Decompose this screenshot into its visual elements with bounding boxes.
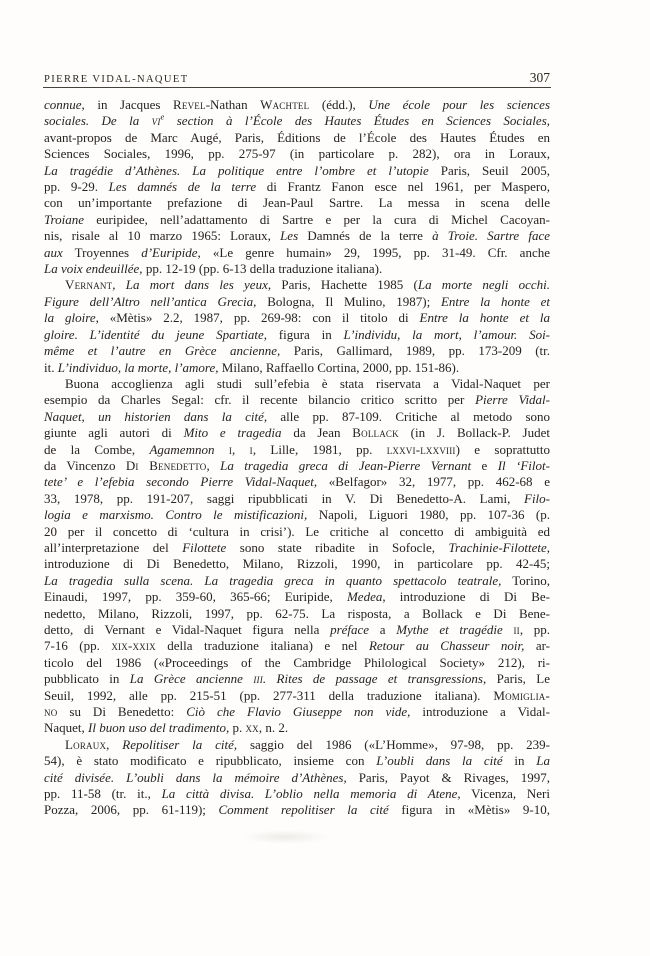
text-line	[44, 228, 550, 244]
text-run: Damnés de la terre	[298, 228, 433, 244]
italic-run: . Rites de passage et transgressions,	[262, 671, 487, 687]
page-header	[44, 70, 550, 86]
text-line	[44, 589, 550, 605]
body-text-block	[44, 97, 550, 819]
italic-run: La	[536, 753, 550, 769]
smallcaps-run: Momiglia-	[493, 687, 550, 703]
text-run: p.	[229, 720, 246, 736]
italic-run: Troiane	[44, 211, 84, 227]
italic-run: préface	[330, 622, 370, 637]
italic-run: Il ‘Filot-	[497, 457, 550, 473]
text-run: 20 per il concetto di ‘cultura in crisi’). Le critiche al concetto di ambiguità ed	[44, 523, 550, 539]
text-run: Torino,	[501, 572, 550, 588]
text-run: euripidee, nell’adattamento di Sartre e per la cura di Michel Cacoyan-	[83, 211, 550, 227]
text-run: su Di Benedetto:	[57, 704, 187, 720]
text-run: 33, 1978, pp. 191-207, saggi ripubblicati in V. Di Benedetto-A. Lami,	[44, 490, 524, 506]
text-line	[44, 425, 550, 441]
text-line	[44, 392, 550, 408]
text-run	[214, 442, 228, 457]
italic-run: à Troie. Sartre face	[432, 228, 551, 244]
text-run: introduzione di Di Benedetto, Milano, Rizzoli, 1990, in particolare pp. 42-45;	[44, 556, 550, 572]
italic-run: Ciò che Flavio Giuseppe non vide,	[186, 704, 411, 720]
text-line	[44, 146, 550, 162]
text-line	[44, 606, 550, 622]
italic-run: L’individuo, la morte, l’amore,	[57, 359, 219, 375]
text-run: Milano, Raffaello Cortina, 2000, pp. 151-86).	[218, 359, 460, 375]
header-rule	[43, 87, 551, 88]
text-line	[44, 786, 550, 802]
text-line	[44, 212, 550, 228]
text-line	[44, 294, 550, 310]
text-run: -Nathan	[205, 97, 261, 112]
text-run: ,	[206, 457, 221, 473]
italic-run: Entre la honte et	[440, 293, 551, 309]
smallcaps-run: Revel	[173, 97, 206, 112]
text-line	[44, 474, 550, 490]
text-run: Paris, Payot & Rivages, 1997,	[346, 769, 550, 785]
text-run: ) e soprattutto	[455, 441, 551, 457]
text-run: in Jacques	[84, 97, 174, 112]
italic-run: Comment repolitiser la cité	[218, 802, 389, 818]
text-line	[44, 277, 550, 293]
text-line	[44, 524, 550, 540]
text-run: «Mètis» 2.2, 1987, pp. 269-98: con il titolo di	[98, 310, 420, 326]
text-run: ,	[112, 277, 126, 293]
italic-run: Mito e tragedia	[183, 425, 282, 441]
text-run: Naquet,	[44, 720, 89, 736]
text-run: 7-16 (pp.	[44, 638, 112, 654]
smallcaps-run: ii	[513, 622, 520, 637]
text-line	[44, 688, 550, 704]
text-run: Troyennes	[62, 244, 142, 260]
smallcaps-run: Vernant	[65, 277, 113, 293]
text-run: Bologna, Il Mulino, 1987);	[256, 293, 441, 309]
text-run: esempio da Charles Segal: cfr. il recente bilancio critico scritto per	[44, 392, 476, 408]
text-run: Paris, Seuil 2005,	[428, 162, 551, 178]
italic-run: Une école pour les sciences	[368, 97, 551, 112]
text-line	[44, 671, 550, 687]
text-run: Einaudi, 1997, pp. 359-60, 365-66; Euripide,	[44, 589, 347, 605]
text-run: «Belfagor» 32, 1977, pp. 462-68 e	[317, 474, 550, 490]
text-run: ar-	[524, 638, 550, 654]
italic-run: Il buon uso del tradimento,	[88, 720, 230, 736]
text-run: saggio del 1986 («L’Homme», 97-98, pp. 239-	[237, 736, 551, 752]
italic-run: Filottete	[182, 539, 227, 555]
text-line	[44, 704, 550, 720]
text-line	[44, 310, 550, 326]
italic-run: gloire. L’identité du jeune Spartiate,	[44, 326, 268, 342]
italic-run: L’individu, la mort, l’amour. Soi-	[343, 326, 551, 342]
text-line	[44, 655, 550, 671]
text-run: avant-propos de Marc Augé, Paris, Éditions de l’École des Hautes Études en	[44, 129, 550, 145]
text-line	[44, 179, 550, 195]
italic-run: Retour au Chasseur noir,	[368, 638, 525, 654]
italic-run: La morte negli occhi.	[417, 277, 551, 293]
text-line	[44, 638, 550, 654]
text-run	[503, 622, 514, 637]
text-run: e	[471, 457, 498, 473]
text-line	[44, 802, 550, 818]
text-line	[44, 261, 550, 277]
text-run: (in J. Bollack-P. Judet	[398, 425, 550, 441]
italic-run: Entre la honte et la	[419, 310, 551, 326]
text-line	[44, 507, 550, 523]
italic-run: Les damnés de la terre	[108, 179, 257, 195]
text-run: a	[369, 622, 397, 637]
text-run: , pp.	[519, 622, 551, 637]
text-run: Paris, Gallimard, 1989, pp. 173-209 (tr.	[280, 343, 550, 359]
italic-run: connue,	[44, 97, 85, 112]
text-run: pubblicato in	[44, 671, 130, 687]
italic-run: La mort dans les yeux,	[125, 277, 272, 293]
smallcaps-run: i	[228, 441, 233, 457]
smallcaps-run: iii	[253, 671, 263, 687]
text-line	[44, 360, 550, 376]
text-run: Seuil, 1992, alle pp. 215-51 (pp. 277-311 della traduzione italiana).	[44, 687, 494, 703]
italic-run: même et l’autre en Grèce ancienne,	[44, 343, 281, 359]
text-run: ,	[232, 441, 250, 457]
text-run: ,	[106, 736, 123, 752]
text-run: giunte agli autori di	[44, 425, 184, 441]
text-run: , n. 2.	[258, 720, 289, 736]
text-line	[44, 245, 550, 261]
text-run: (édd.),	[309, 97, 369, 112]
text-run: Vicenza, Neri	[460, 786, 550, 802]
italic-run: Medea,	[346, 589, 386, 605]
text-line	[44, 573, 550, 589]
text-run: Sciences Sociales, 1996, pp. 275-97 (in particolare p. 282), ora in Loraux,	[44, 146, 550, 162]
smallcaps-run: vi	[151, 113, 161, 129]
text-line	[44, 556, 550, 572]
running-title: PIERRE VIDAL-NAQUET	[44, 74, 189, 85]
text-line	[44, 491, 550, 507]
smallcaps-run: Wachtel	[260, 97, 310, 112]
italic-run: tete’ e l’efebia secondo Pierre Vidal-Naquet,	[44, 474, 318, 490]
text-line	[44, 97, 550, 113]
text-run: da Jean	[281, 425, 353, 441]
text-line	[44, 442, 550, 458]
text-run: di Frantz Fanon esce nel 1961, per Maspero,	[256, 179, 550, 195]
italic-run: Mythe et tragédie	[396, 622, 503, 637]
smallcaps-run: Di Benedetto	[125, 457, 207, 473]
text-run: Paris, Hachette 1985 (	[271, 277, 418, 293]
smallcaps-run: Loraux	[65, 736, 107, 752]
text-line	[44, 327, 550, 343]
text-line	[44, 343, 550, 359]
italic-run: La Grèce ancienne	[129, 671, 254, 687]
text-run: Paris, Le	[486, 671, 550, 687]
text-run: figura in «Mètis» 9-10,	[388, 802, 551, 818]
text-line	[44, 770, 550, 786]
text-run: da Vincenzo	[44, 457, 126, 473]
smallcaps-run: xix-xxix	[111, 638, 156, 654]
text-run: ticolo del 1986 («Proceedings of the Cambridge Philological Society» 212), ri-	[44, 654, 550, 670]
text-line	[44, 409, 550, 425]
text-run: all’interpretazione del	[44, 539, 183, 555]
italic-run: L’oubli dans la cité	[376, 753, 503, 769]
text-line	[44, 737, 550, 753]
page-number: 307	[529, 70, 550, 85]
text-run: con un’importante prefazione di Jean-Paul Sartre. La messa in scena delle	[44, 195, 550, 211]
text-run: it.	[44, 359, 58, 375]
text-run: , Lille, 1981, pp.	[252, 441, 387, 457]
italic-run: La tragedia sulla scena. La tragedia greca in quanto spettacolo teatrale,	[44, 572, 502, 588]
text-run: introduzione a Vidal-	[410, 704, 551, 720]
text-run: della traduzione italiana) e nel	[155, 638, 369, 654]
italic-run: Filo-	[524, 490, 550, 506]
text-run: in	[502, 753, 537, 769]
italic-run: aux	[44, 244, 63, 260]
italic-run: Pierre Vidal-	[475, 392, 550, 408]
text-line	[44, 753, 550, 769]
text-run: nis, risale al 10 marzo 1965: Loraux,	[44, 228, 281, 244]
text-run: Napoli, Liguori 1980, pp. 107-36 (p.	[307, 507, 550, 523]
italic-run: Figure dell’Altro nell’antica Grecia,	[44, 293, 257, 309]
smallcaps-run: lxxvi-lxxviii	[386, 441, 456, 457]
italic-run: La città divisa. L’oblio nella memoria di Atene,	[161, 786, 461, 802]
text-run: nedetto, Milano, Rizzoli, 1997, pp. 62-75. La risposta, a Bollack e Di Bene-	[44, 605, 550, 621]
italic-run: cité divisée. L’oubli dans la mémoire d’Athènes,	[44, 769, 347, 785]
text-line	[44, 130, 550, 146]
text-run: detto, di Vernant e Vidal-Naquet figura nella	[44, 622, 331, 637]
scan-smudge	[240, 830, 330, 844]
italic-run: Agamemnon	[149, 441, 215, 457]
smallcaps-run: Bollack	[352, 425, 399, 441]
smallcaps-run: i	[249, 441, 253, 457]
italic-run: section à l’École des Hautes Études en Sciences Sociales,	[164, 113, 550, 129]
italic-run: La voix endeuillée,	[44, 261, 143, 277]
italic-run: d’Euripide,	[141, 244, 201, 260]
italic-run: Trachinie-Filottete,	[448, 539, 550, 555]
italic-run: Les	[280, 228, 299, 244]
text-line	[44, 458, 550, 474]
italic-run: Naquet, un historien dans la cité,	[44, 408, 268, 424]
text-run: pp. 11-58 (tr. it.,	[44, 786, 162, 802]
italic-run: logia e marxismo. Contro le mistificazioni,	[44, 507, 308, 523]
text-run: sono state ribadite in Sofocle,	[226, 539, 449, 555]
text-line	[44, 195, 550, 211]
text-line	[44, 376, 550, 392]
text-run: Buona accoglienza agli studi sull’efebia è stata riservata a Vidal-Naquet per	[65, 375, 550, 391]
text-line	[44, 113, 550, 129]
italic-run: La tragedia greca di Jean-Pierre Vernant	[220, 457, 472, 473]
text-run: de la Combe,	[44, 441, 150, 457]
text-run: 54), è stato modificato e ripubblicato, insieme con	[44, 753, 377, 769]
text-run: Pozza, 2006, pp. 61-119);	[44, 802, 219, 818]
text-line	[44, 540, 550, 556]
text-run: figura in	[267, 326, 344, 342]
italic-run: la gloire,	[44, 310, 99, 326]
text-run: «Le genre humain» 29, 1995, pp. 31-49. Cfr. anche	[200, 244, 550, 260]
text-line	[44, 720, 550, 736]
smallcaps-run: xx	[245, 720, 259, 736]
text-run: pp. 9-29.	[44, 179, 109, 195]
text-line	[44, 622, 550, 638]
text-line	[44, 163, 550, 179]
italic-run: sociales. De la	[44, 113, 152, 129]
text-run: alle pp. 87-109. Critiche al metodo sono	[267, 408, 550, 424]
smallcaps-run: no	[44, 704, 58, 720]
text-run: pp. 12-19 (pp. 6-13 della traduzione italiana).	[142, 261, 383, 277]
italic-run: Repolitiser la cité,	[122, 736, 238, 752]
smallcaps-run: e	[160, 112, 165, 123]
italic-run: La tragédie d’Athènes. La politique entre l’ombre et l’utopie	[44, 162, 429, 178]
text-run: introduzione di Di Be-	[385, 589, 551, 605]
